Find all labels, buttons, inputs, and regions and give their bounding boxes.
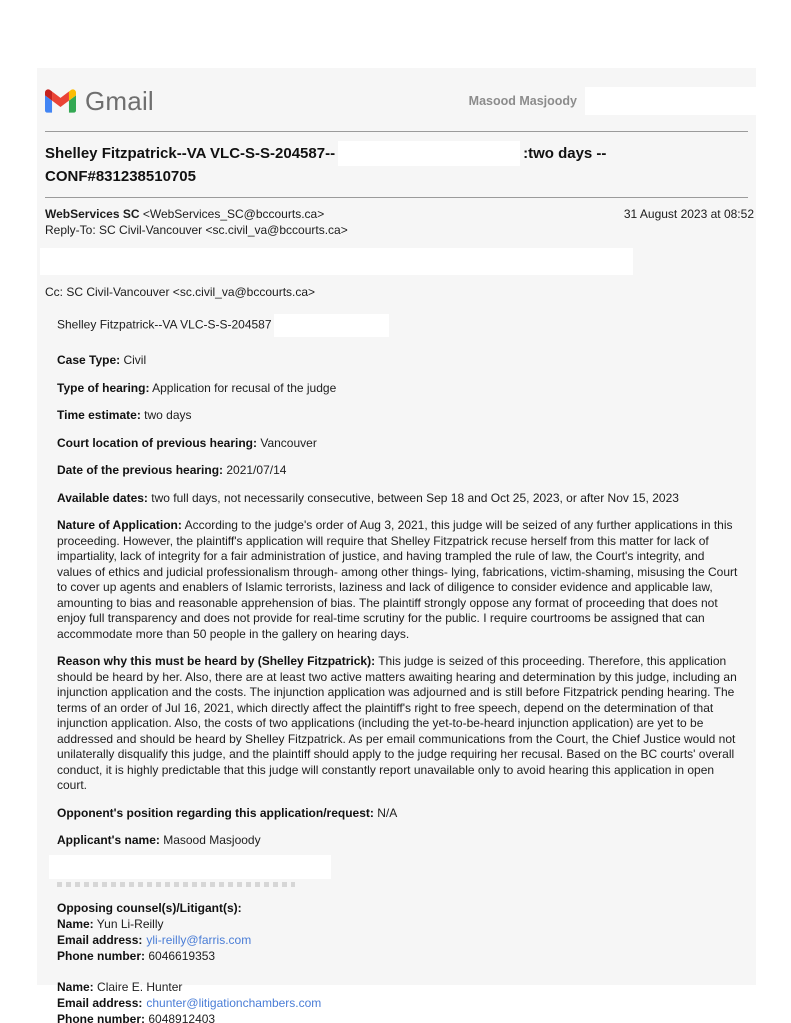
- field-value: N/A: [373, 805, 398, 820]
- redaction-box: [585, 87, 785, 115]
- contact-name: Yun Li-Reilly: [93, 917, 164, 931]
- contact-name: Claire E. Hunter: [93, 980, 183, 994]
- partially-covered-text: [57, 882, 295, 887]
- contact-label: Email address:: [57, 996, 143, 1010]
- meta-left: [45, 206, 624, 238]
- email-body: [37, 299, 756, 1023]
- contact-label: Name:: [57, 980, 94, 994]
- field-court-location: [57, 436, 740, 452]
- contact-label: Email address:: [57, 933, 143, 947]
- field-value: Application for recusal of the judge: [149, 380, 337, 395]
- field-value: Masood Masjoody: [159, 833, 261, 847]
- subject-line-1: [45, 141, 748, 166]
- gmail-wordmark: Gmail: [85, 85, 154, 116]
- field-applicant-name: [57, 833, 740, 849]
- field-value: According to the judge's order of Aug 3, 2021, this judge will be seized of any further applications in this proceeding. However, the plaintiff's application will require that Shelley Fitzpatrick recuse herself from this matter for lack of impartiality, lack of integrity for a fair administration of justice, and having trampled the rule of law, the Court's integrity, and values of ethics and judicial professionalism through- among other things- lying, fabrications, victim-shaming, misusing the Court to cover up agents and enablers of Islamic terrorists, laziness and lack of diligence to consider evidence and applicable law, amounting to bias and reasonable apprehension of bias. The plaintiff strongly oppose any format of proceeding that does not enjoy full transparency and does not provide for real-time scrutiny for the public. I require courtrooms be assigned that can accommodate more than 50 people in the gallery on hearing days.: [57, 518, 738, 641]
- contact-name-line: [57, 916, 740, 932]
- field-label: Nature of Application:: [57, 518, 182, 532]
- email-print-card: [37, 68, 756, 1023]
- gmail-logo: [45, 86, 154, 117]
- field-opponents-position: [57, 806, 740, 822]
- subject-part1: Shelley Fitzpatrick--VA VLC-S-S-204587--: [45, 145, 336, 162]
- from-line: [45, 206, 624, 222]
- contact-block: [57, 979, 740, 1023]
- field-nature-of-application: [57, 518, 740, 642]
- message-meta: [37, 198, 756, 238]
- field-previous-hearing-date: [57, 463, 740, 479]
- print-header: [37, 68, 756, 116]
- field-case-type: [57, 353, 740, 369]
- contact-phone: 6048912403: [145, 1012, 216, 1023]
- field-type-of-hearing: [57, 381, 740, 397]
- contact-label: Phone number:: [57, 1012, 146, 1023]
- subject-part2: :two days --: [523, 145, 607, 162]
- contact-name-line: [57, 979, 740, 995]
- field-value: This judge is seized of this proceeding. Therefore, this application should be heard by her. Also, there are at least two active matters awaiting hearing and determination by this judge, including an injunction application and the costs. The injunction application was adjourned and is still before Fitzpatrick pending hearing. The terms of an order of Jul 16, 2021, which directly affect the plaintiff's right to free speech, depend on the determination of that injunction application. Also, the costs of two applications (including the yet-to-be-heard injunction application) are yet to be addressed and should be heard by Shelley Fitzpatrick. As per email communications from the Court, the Chief Justice would not unilaterally disqualify this judge, and the plaintiff should apply to the judge requiring her recusal. Based on the BC courts' overall conduct, it is highly predictable that this judge will constantly report unavailable only to avoid hearing this application in open court.: [57, 654, 737, 792]
- date-text: 31 August 2023 at 08:52: [623, 207, 754, 221]
- field-available-dates: [57, 491, 740, 507]
- redaction-box: [338, 141, 520, 166]
- header-user-name: Masood Masjoody: [468, 94, 577, 108]
- field-label: Reason why this must be heard by (Shelley Fitzpatrick):: [57, 654, 376, 668]
- field-label: Court location of previous hearing:: [57, 435, 258, 450]
- from-email: <WebServices_SC@bccourts.ca>: [139, 207, 325, 221]
- reply-to-line: Reply-To: SC Civil-Vancouver <sc.civil_va@bccourts.ca>: [45, 223, 348, 237]
- spacer: [57, 964, 740, 979]
- from-name: WebServices SC: [45, 207, 140, 221]
- field-label: Opponent's position regarding this application/request:: [57, 805, 374, 820]
- field-label: Available dates:: [57, 490, 148, 505]
- field-value: two full days, not necessarily consecutive, between Sep 18 and Oct 25, 2023, or after Nov 15, 2023: [147, 490, 679, 505]
- field-label: Time estimate:: [57, 408, 141, 422]
- redaction-box: [49, 855, 331, 879]
- field-label: Case Type:: [57, 353, 121, 367]
- contact-label: Phone number:: [57, 949, 146, 963]
- contact-phone-line: [57, 948, 740, 964]
- ref-line: [57, 314, 740, 337]
- field-value: Civil: [120, 353, 147, 367]
- redaction-box: [40, 248, 633, 275]
- field-label: Type of hearing:: [57, 380, 150, 395]
- contact-block: [57, 916, 740, 964]
- email-link[interactable]: yli-reilly@farris.com: [146, 933, 252, 947]
- field-value: Vancouver: [257, 435, 317, 450]
- ref-line-text: Shelley Fitzpatrick--VA VLC-S-S-204587: [57, 317, 272, 332]
- cc-line: Cc: SC Civil-Vancouver <sc.civil_va@bccourts.ca>: [45, 285, 316, 299]
- contact-phone-line: [57, 1011, 740, 1023]
- contact-email-line: [57, 995, 740, 1011]
- field-time-estimate: [57, 408, 740, 424]
- contact-label: Name:: [57, 917, 94, 931]
- redaction-box: [274, 314, 389, 337]
- subject: [37, 132, 756, 197]
- field-value: 2021/07/14: [223, 463, 287, 477]
- opposing-counsel-header: Opposing counsel(s)/Litigant(s):: [57, 900, 242, 915]
- contact-phone: 6046619353: [145, 949, 216, 963]
- field-label: Date of the previous hearing:: [57, 463, 224, 477]
- email-link[interactable]: chunter@litigationchambers.com: [146, 996, 322, 1010]
- gmail-m-icon: [45, 89, 76, 113]
- subject-line-2: CONF#831238510705: [45, 168, 196, 185]
- field-label: Applicant's name:: [57, 833, 160, 847]
- contact-email-line: [57, 932, 740, 948]
- field-reason: [57, 654, 740, 794]
- field-value: two days: [140, 408, 192, 422]
